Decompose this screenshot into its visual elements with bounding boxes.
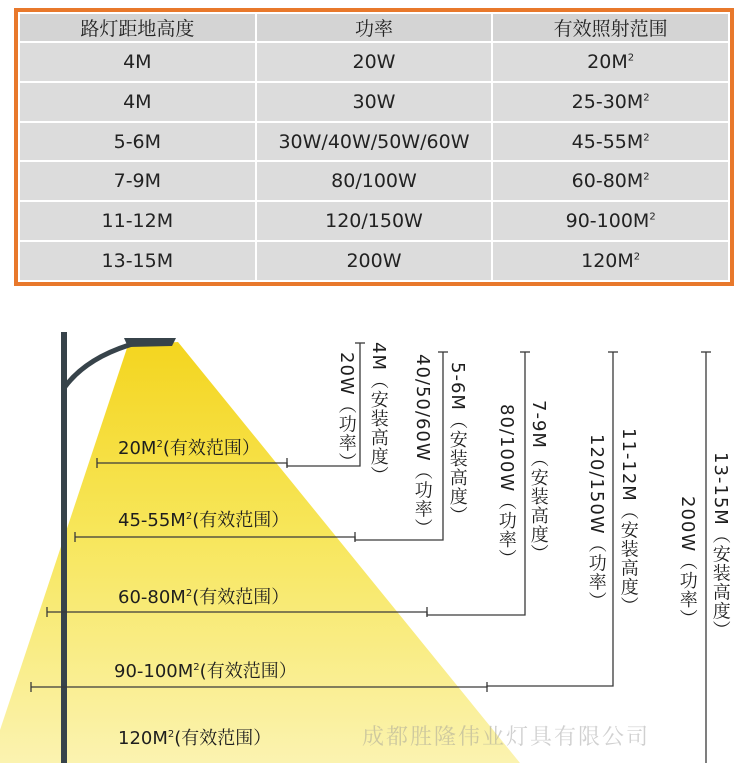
cell-range bbox=[493, 242, 728, 280]
cell-power: 30W bbox=[257, 83, 492, 121]
cell-power: 20W bbox=[257, 43, 492, 81]
lamp-pole bbox=[61, 332, 67, 763]
range-label-value: 90-100M bbox=[114, 661, 194, 682]
cell-power: 30W/40W/50W/60W bbox=[257, 123, 492, 161]
range-label-45-55 bbox=[118, 512, 289, 530]
streetlight-diagram bbox=[0, 300, 750, 763]
table-row bbox=[20, 162, 728, 200]
cell-height: 13-15M bbox=[20, 242, 255, 280]
range-exponent: 2 bbox=[633, 251, 641, 263]
table-row bbox=[20, 43, 728, 81]
range-label-value: 120M bbox=[118, 728, 168, 749]
range-exponent: 2 bbox=[643, 92, 650, 104]
range-label-90-100 bbox=[114, 663, 297, 681]
range-label-exponent: 2 bbox=[185, 511, 193, 522]
range-label-20 bbox=[118, 440, 260, 458]
range-value: 120M bbox=[581, 250, 634, 273]
table-row bbox=[20, 202, 728, 240]
cell-height: 4M bbox=[20, 83, 255, 121]
range-value: 90-100M bbox=[565, 210, 650, 233]
range-label-suffix: (有效范围） bbox=[192, 587, 290, 608]
header-height: 路灯距地高度 bbox=[20, 14, 255, 41]
range-label-60-80 bbox=[118, 589, 289, 607]
range-label-exponent: 2 bbox=[185, 588, 193, 599]
range-exponent: 2 bbox=[643, 172, 650, 184]
range-label-value: 45-55M bbox=[118, 510, 186, 531]
cell-range bbox=[493, 202, 728, 240]
table-row bbox=[20, 83, 728, 121]
table-row bbox=[20, 123, 728, 161]
table-row bbox=[20, 242, 728, 280]
power-label-200w: 200W（功率） bbox=[676, 496, 698, 629]
range-value: 45-55M bbox=[571, 130, 644, 153]
range-label-120 bbox=[118, 730, 271, 748]
cell-height: 5-6M bbox=[20, 123, 255, 161]
range-label-suffix: (有效范围） bbox=[174, 728, 272, 749]
spec-table bbox=[18, 12, 730, 282]
power-label-80-100w: 80/100W（功率） bbox=[495, 404, 517, 569]
range-exponent: 2 bbox=[649, 211, 656, 223]
range-value: 25-30M bbox=[571, 90, 644, 113]
height-label-11-12m: 11-12M（安装高度） bbox=[617, 428, 639, 616]
cell-range bbox=[493, 43, 728, 81]
header-power: 功率 bbox=[257, 14, 492, 41]
height-label-13-15m: 13-15M（安装高度） bbox=[709, 452, 731, 640]
range-exponent: 2 bbox=[643, 132, 650, 144]
range-label-suffix: (有效范围） bbox=[192, 510, 290, 531]
spec-table-frame bbox=[14, 8, 734, 286]
cell-power: 80/100W bbox=[257, 162, 492, 200]
cell-range bbox=[493, 162, 728, 200]
power-label-40-60w: 40/50/60W（功率） bbox=[411, 354, 433, 538]
cell-power: 120/150W bbox=[257, 202, 492, 240]
cell-height: 4M bbox=[20, 43, 255, 81]
cell-range bbox=[493, 83, 728, 121]
range-label-suffix: (有效范围） bbox=[162, 438, 260, 459]
height-label-7-9m: 7-9M（安装高度） bbox=[527, 400, 549, 563]
height-label-4m: 4M（安装高度） bbox=[367, 342, 389, 485]
range-label-exponent: 2 bbox=[193, 662, 200, 673]
cell-height: 7-9M bbox=[20, 162, 255, 200]
lamp-head bbox=[124, 338, 176, 347]
range-value: 20M bbox=[587, 50, 628, 73]
header-range: 有效照射范围 bbox=[493, 14, 728, 41]
power-label-120-150w: 120/150W（功率） bbox=[585, 434, 607, 611]
range-label-exponent: 2 bbox=[167, 729, 175, 740]
cell-power: 200W bbox=[257, 242, 492, 280]
cell-height: 11-12M bbox=[20, 202, 255, 240]
range-exponent: 2 bbox=[627, 52, 635, 64]
range-label-suffix: (有效范围） bbox=[199, 661, 297, 682]
company-watermark: 成都胜隆伟业灯具有限公司 bbox=[362, 725, 651, 750]
range-label-value: 60-80M bbox=[118, 587, 186, 608]
height-label-5-6m: 5-6M（安装高度） bbox=[446, 362, 468, 525]
light-beam bbox=[0, 342, 520, 763]
power-label-20w: 20W（功率） bbox=[335, 352, 357, 472]
range-label-exponent: 2 bbox=[156, 439, 163, 450]
range-label-value: 20M bbox=[118, 438, 157, 459]
table-header-row bbox=[20, 14, 728, 41]
range-value: 60-80M bbox=[571, 170, 644, 193]
cell-range bbox=[493, 123, 728, 161]
